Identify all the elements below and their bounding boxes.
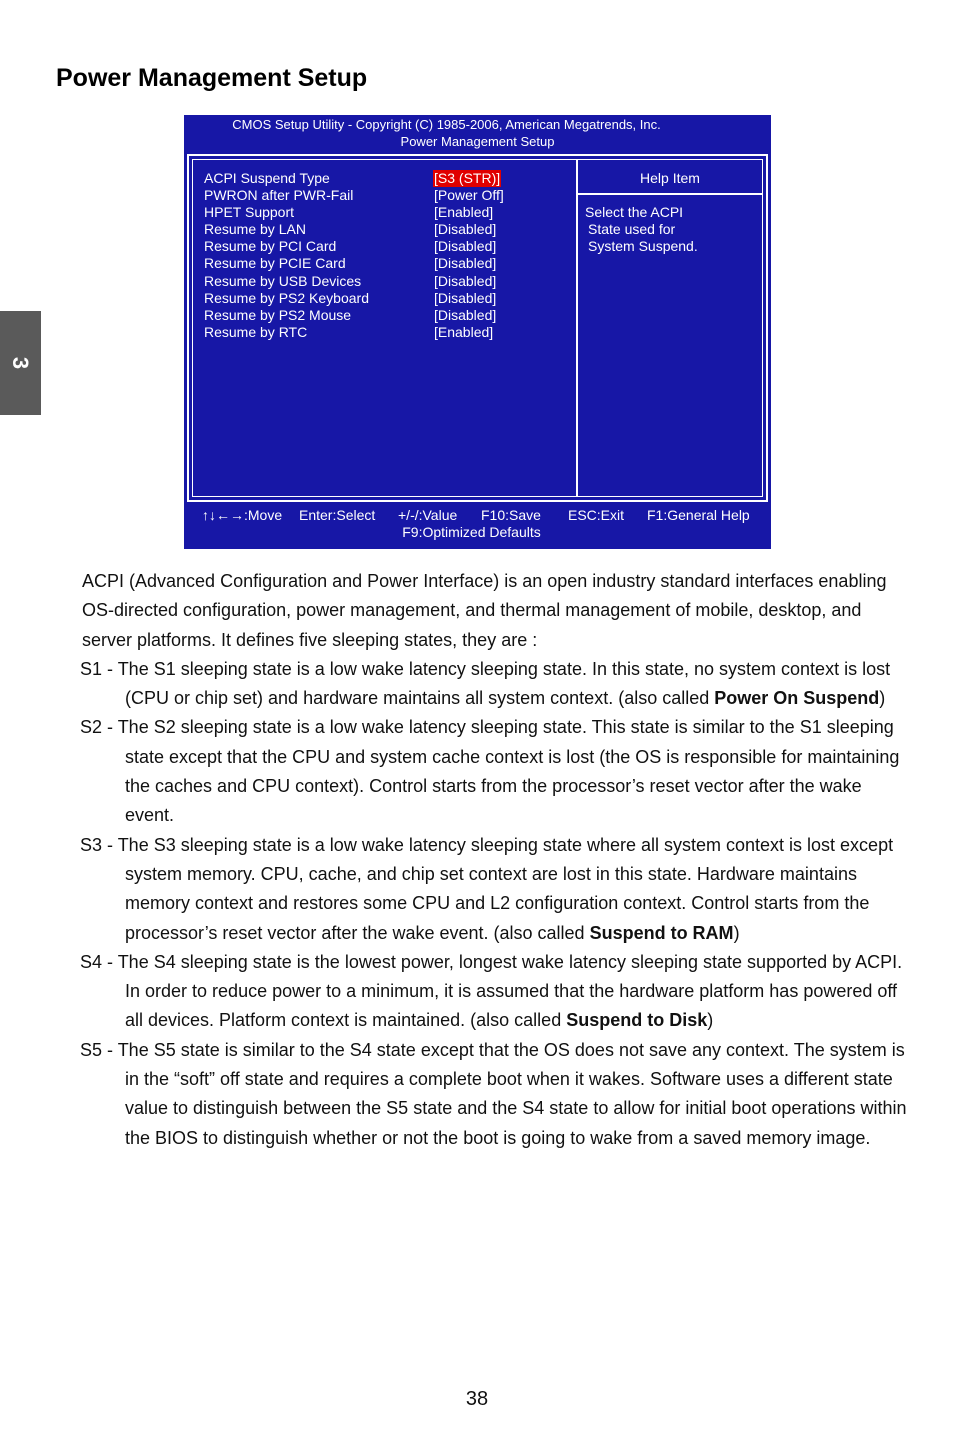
setting-value[interactable]: [Disabled] (434, 255, 497, 272)
key-move: ↑↓←→:Move (202, 507, 283, 523)
setting-value[interactable]: [Disabled] (434, 272, 497, 289)
key-help: F1:General Help (647, 507, 750, 523)
state-text: S3 - The S3 sleeping state is a low wake latency sleeping state where all system context is lost except system memory. CPU, cache, and chip set context are lost in this state. Hardware maintains memory context and restores some CPU and L2 configuration context. Control starts from the processor’s reset vector after the wake event. (also called (80, 834, 894, 943)
setting-label: HPET Support (204, 204, 295, 221)
setting-label: Resume by PS2 Mouse (204, 306, 352, 323)
setting-label: Resume by PCI Card (204, 238, 337, 255)
page-number: 38 (465, 1388, 489, 1410)
state-term: Suspend to Disk (566, 1010, 708, 1031)
state-s2 (80, 713, 910, 830)
setting-label: Resume by LAN (204, 221, 306, 238)
key-select: Enter:Select (299, 507, 376, 523)
setting-value[interactable]: [Disabled] (434, 289, 497, 306)
bios-frame-inner (192, 159, 763, 497)
setting-label: Resume by RTC (204, 323, 308, 340)
help-separator (578, 193, 762, 195)
page-content (80, 567, 910, 1153)
page-title: Power Management Setup (56, 64, 368, 92)
setting-label: Resume by PCIE Card (204, 255, 346, 272)
chapter-tab (0, 311, 41, 415)
bios-frame (187, 154, 768, 502)
setting-value[interactable]: [Disabled] (434, 221, 497, 238)
help-text (585, 204, 698, 255)
help-title: Help Item (640, 170, 700, 186)
help-line: State used for (588, 221, 676, 238)
state-text: S5 - The S5 state is similar to the S4 state except that the OS does not save any context. The system is in the “soft” off state and requires a complete boot when it wakes. Software uses a different state value to distinguish between the S5 state and the S4 state to allow for initial boot operations within the BIOS to distinguish whether or not the boot is going to wake from a saved memory image. (80, 1039, 907, 1148)
setting-value[interactable]: [Disabled] (434, 306, 497, 323)
state-text: S2 - The S2 sleeping state is a low wake latency sleeping state. This state is similar to the S1 sleeping state except that the CPU and system cache context is lost (the OS is responsible for maintaining the caches and CPU context). Control starts from the processor’s reset vector after the wake event. (80, 717, 900, 826)
key-value: +/-/:Value (398, 507, 458, 523)
panel-divider (576, 160, 578, 496)
state-term: Suspend to RAM (589, 922, 734, 943)
setting-value[interactable]: [Disabled] (434, 238, 497, 255)
state-text: S4 - The S4 sleeping state is the lowest power, longest wake latency sleeping state supported by ACPI. In order to reduce power to a minimum, it is assumed that the hardware platform has powered off all devices. Platform context is maintained. (also called (80, 951, 903, 1031)
setting-value[interactable]: [Enabled] (434, 204, 494, 221)
setting-label: Resume by PS2 Keyboard (204, 289, 369, 306)
bios-header (184, 116, 771, 150)
state-s3 (80, 831, 910, 948)
intro-paragraph: ACPI (Advanced Configuration and Power Interface) is an open industry standard interfaces enabling OS-directed configuration, power management, and thermal management of mobile, desktop, and server platforms. It defines five sleeping states, they are : (82, 571, 887, 650)
setting-label: ACPI Suspend Type (204, 170, 330, 186)
setting-value[interactable]: [Enabled] (434, 323, 494, 340)
state-end: ) (879, 688, 886, 709)
setting-value[interactable]: [Power Off] (434, 187, 504, 204)
help-line: System Suspend. (588, 238, 698, 255)
key-legend (184, 507, 771, 524)
bios-footer (184, 507, 771, 541)
setting-label: Resume by USB Devices (204, 272, 362, 289)
bios-screen-title: Power Management Setup (400, 134, 555, 149)
setting-value-selected[interactable]: [S3 (STR)] (434, 170, 501, 186)
help-line: Select the ACPI (585, 204, 684, 220)
key-save: F10:Save (481, 507, 541, 523)
state-term: Power On Suspend (714, 688, 880, 709)
state-text: S1 - The S1 sleeping state is a low wake latency sleeping state. In this state, no system context is lost (CPU or chip set) and hardware maintains all system context. (also called (80, 658, 891, 709)
state-s5 (80, 1036, 910, 1153)
state-s4 (80, 948, 910, 1036)
state-end: ) (733, 922, 740, 943)
bios-screen (184, 115, 771, 549)
state-s1 (80, 655, 910, 714)
key-optimized-defaults: F9:Optimized Defaults (402, 524, 541, 540)
chapter-number: 3 (8, 356, 34, 370)
setting-label: PWRON after PWR-Fail (204, 187, 354, 204)
key-exit: ESC:Exit (568, 507, 625, 523)
state-end: ) (707, 1010, 714, 1031)
bios-copyright: CMOS Setup Utility - Copyright (C) 1985-2006, American Megatrends, Inc. (232, 117, 661, 132)
